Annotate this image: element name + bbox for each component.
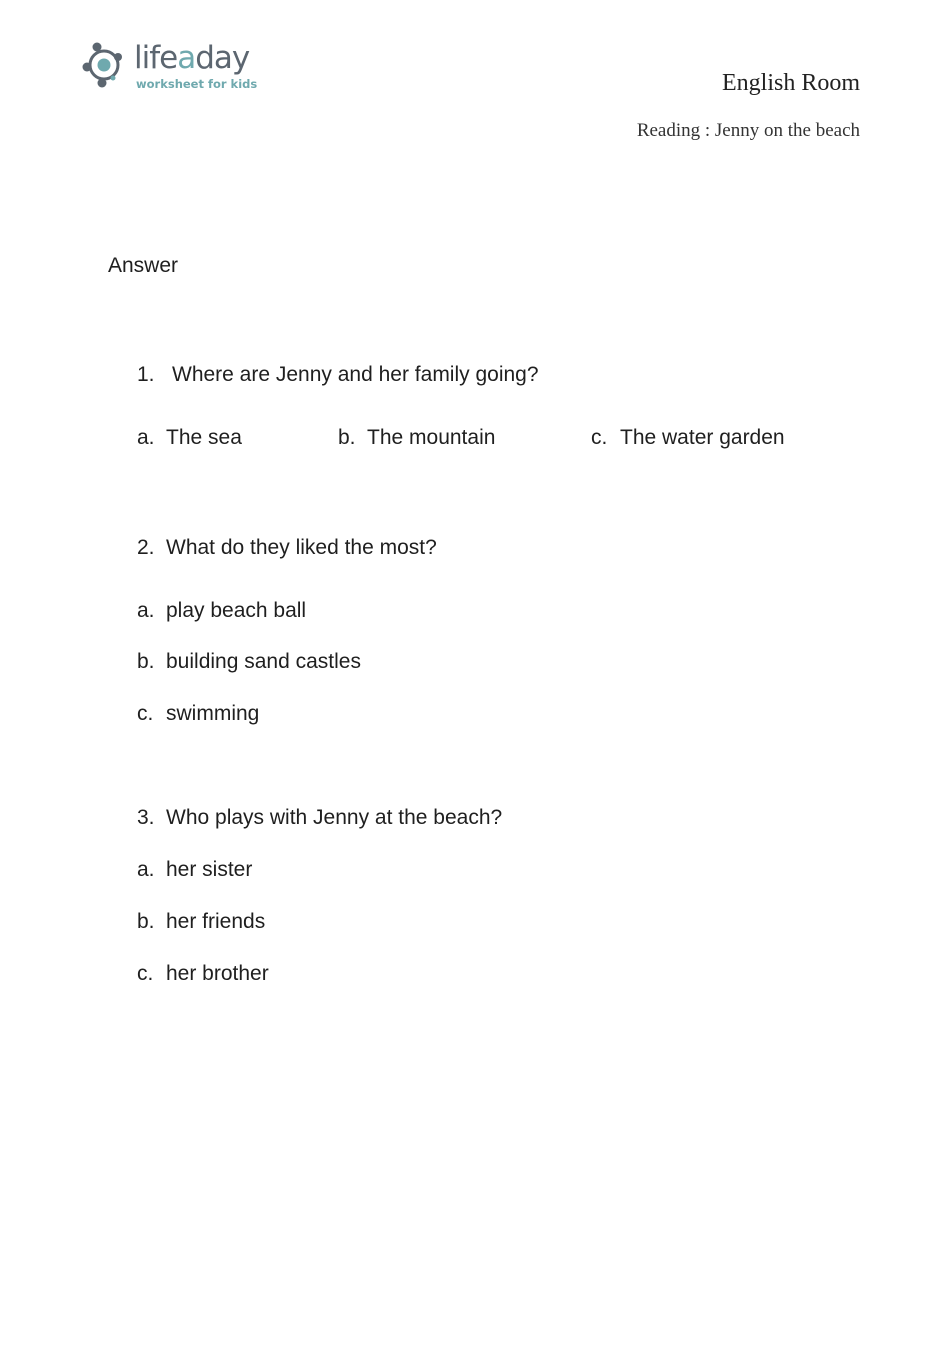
question-1-option-b xyxy=(338,426,495,450)
question-1-option-c xyxy=(591,426,785,450)
question-text: Who plays with Jenny at the beach? xyxy=(166,806,503,829)
lifeaday-logo xyxy=(82,40,272,96)
option-letter: b. xyxy=(338,426,356,449)
option-text: swimming xyxy=(166,702,260,725)
option-text: The sea xyxy=(166,426,242,449)
question-3-option-b xyxy=(137,910,265,934)
page-title: English Room xyxy=(721,70,860,96)
option-letter: a. xyxy=(137,599,155,622)
question-2-option-a xyxy=(137,599,306,623)
option-text: The water garden xyxy=(620,426,785,449)
question-3-option-a xyxy=(137,858,252,882)
answer-heading: Answer xyxy=(108,254,179,277)
option-letter: c. xyxy=(137,702,154,725)
question-1-option-a xyxy=(137,426,242,450)
molecule-logo-icon xyxy=(82,40,132,90)
question-2 xyxy=(137,536,437,560)
logo-wordmark: lifeaday xyxy=(134,40,250,76)
option-text: play beach ball xyxy=(166,599,307,622)
page-subtitle: Reading : Jenny on the beach xyxy=(636,120,860,141)
question-1 xyxy=(137,363,539,387)
option-letter: b. xyxy=(137,910,155,933)
option-letter: a. xyxy=(137,426,155,449)
question-3-option-c xyxy=(137,962,269,986)
question-number: 3. xyxy=(137,806,155,829)
option-text: her friends xyxy=(166,910,266,933)
option-letter: c. xyxy=(591,426,608,449)
question-number: 2. xyxy=(137,536,155,559)
option-letter: c. xyxy=(137,962,154,985)
question-2-option-b xyxy=(137,650,361,674)
option-text: her brother xyxy=(166,962,269,985)
question-text: Where are Jenny and her family going? xyxy=(172,363,539,386)
question-text: What do they liked the most? xyxy=(166,536,437,559)
question-3 xyxy=(137,806,502,830)
option-text: building sand castles xyxy=(166,650,361,673)
option-letter: a. xyxy=(137,858,155,881)
option-letter: b. xyxy=(137,650,155,673)
question-2-option-c xyxy=(137,702,259,726)
logo-tagline: worksheet for kids xyxy=(136,77,258,91)
option-text: The mountain xyxy=(367,426,496,449)
option-text: her sister xyxy=(166,858,253,881)
question-number: 1. xyxy=(137,363,155,386)
